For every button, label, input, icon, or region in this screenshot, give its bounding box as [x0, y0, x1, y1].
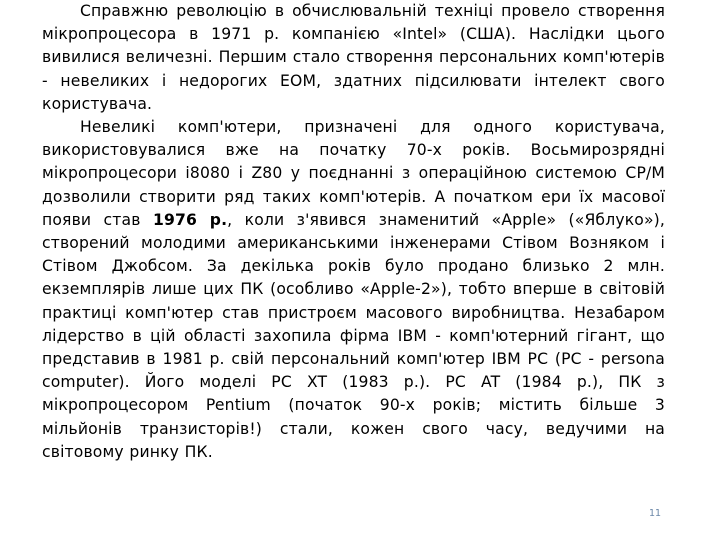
paragraph-text-part-1: Невеликі комп'ютери, призначені для одного користувача, використовувалися вже на початку 70-х років. Восьмирозрядні мікропроцесори i8080 і Z80 у поєднанні з операційною системою CP/M дозволили створити ряд таких комп'ютерів. А початком ери їх масової появи став	[42, 118, 665, 229]
paragraph-microprocessor-revolution: Справжню революцію в обчислювальній техніці провело створення мікропроцесора в 1971 р. компанією «Intel» (США). Наслідки цього вивилися величезні. Першим стало створення персональних комп'ютерів - невеликих і недорогих ЕОМ, здатних підсилювати інтелект свого користувача.	[42, 2, 665, 113]
body-text	[42, 0, 665, 464]
paragraph-text-part-2: , коли з'явився знаменитий «Apple» («Яблуко»), створений молодими американськими інженерами Стівом Возняком і Стівом Джобсом. За декілька років було продано близько 2 млн. екземплярів лише цих ПК (особливо «Apple-2»), тобто вперше в світовій практиці комп'ютер став пристроєм масового виробництва. Незабаром лідерство в цій області захопила фірма IBM - комп'ютерний гігант, що представив в 1981 р. свій персональний комп'ютер IBM PC (PC - persona computer). Його моделі PC XT (1983 р.). PC AT (1984 р.), ПК з мікропроцесором Pentium (початок 90-х років; містить більше 3 мільйонів транзисторів!) стали, кожен свого часу, ведучими на світовому ринку ПК.	[42, 210, 665, 461]
page-number: 11	[648, 508, 662, 519]
year-1976-emphasis: 1976 р.	[152, 210, 228, 229]
paragraph-personal-computers-history	[42, 116, 665, 464]
